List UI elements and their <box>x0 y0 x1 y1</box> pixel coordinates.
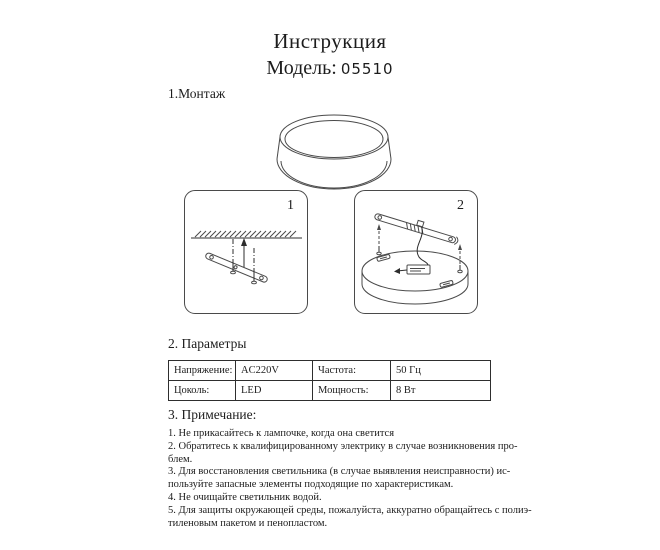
notes-line: тиленовым пакетом и пенопластом. <box>168 517 328 529</box>
model-number: 05510 <box>340 60 394 78</box>
keyhole-slot <box>377 254 391 261</box>
section-heading-notes: 3. Примечание: <box>168 407 257 422</box>
notes-line: пользуйте запасные элементы подходящие по характеристикам. <box>168 479 454 491</box>
notes-line: 2. Обратитесь к квалифицированному электрику в случае возникновения про- <box>168 440 518 452</box>
section-heading-montage: 1.Монтаж <box>168 86 226 101</box>
notes-list <box>168 428 532 530</box>
table-row <box>169 361 491 381</box>
param-value-cell: AC220V <box>236 361 313 381</box>
driver-box <box>407 265 430 274</box>
param-value-cell: 50 Гц <box>391 361 491 381</box>
notes-line: 3. Для восстановления светильника (в случае выявления неисправности) ис- <box>168 466 511 478</box>
panel-number: 1 <box>287 198 294 213</box>
param-label-cell: Напряжение: <box>169 361 236 381</box>
model-line <box>0 57 660 80</box>
ceiling-lamp-drawing <box>266 106 402 192</box>
model-label: Модель: <box>266 57 337 79</box>
table-row <box>169 381 491 401</box>
notes-line: 4. Не очищайте светильник водой. <box>168 491 322 503</box>
notes-line: 1. Не прикасайтесь к лампочке, когда она светится <box>168 428 395 439</box>
montage-step1-panel <box>184 190 308 314</box>
param-label-cell: Цоколь: <box>169 381 236 401</box>
notes-line: блем. <box>168 453 193 465</box>
keyhole-slot <box>440 280 454 287</box>
ceiling-lamp-icon <box>266 106 402 192</box>
param-label-cell: Частота: <box>313 361 391 381</box>
page-title: Инструкция <box>273 29 387 53</box>
notes-line: 5. Для защиты окружающей среды, пожалуйста, аккуратно обращайтесь с полиэ- <box>168 504 532 516</box>
section-heading-params: 2. Параметры <box>168 336 247 351</box>
param-value-cell: LED <box>236 381 313 401</box>
params-table <box>168 360 491 401</box>
param-label-cell: Мощность: <box>313 381 391 401</box>
panel-number: 2 <box>457 198 464 213</box>
montage-step2-panel <box>354 190 478 314</box>
param-value-cell: 8 Вт <box>391 381 491 401</box>
